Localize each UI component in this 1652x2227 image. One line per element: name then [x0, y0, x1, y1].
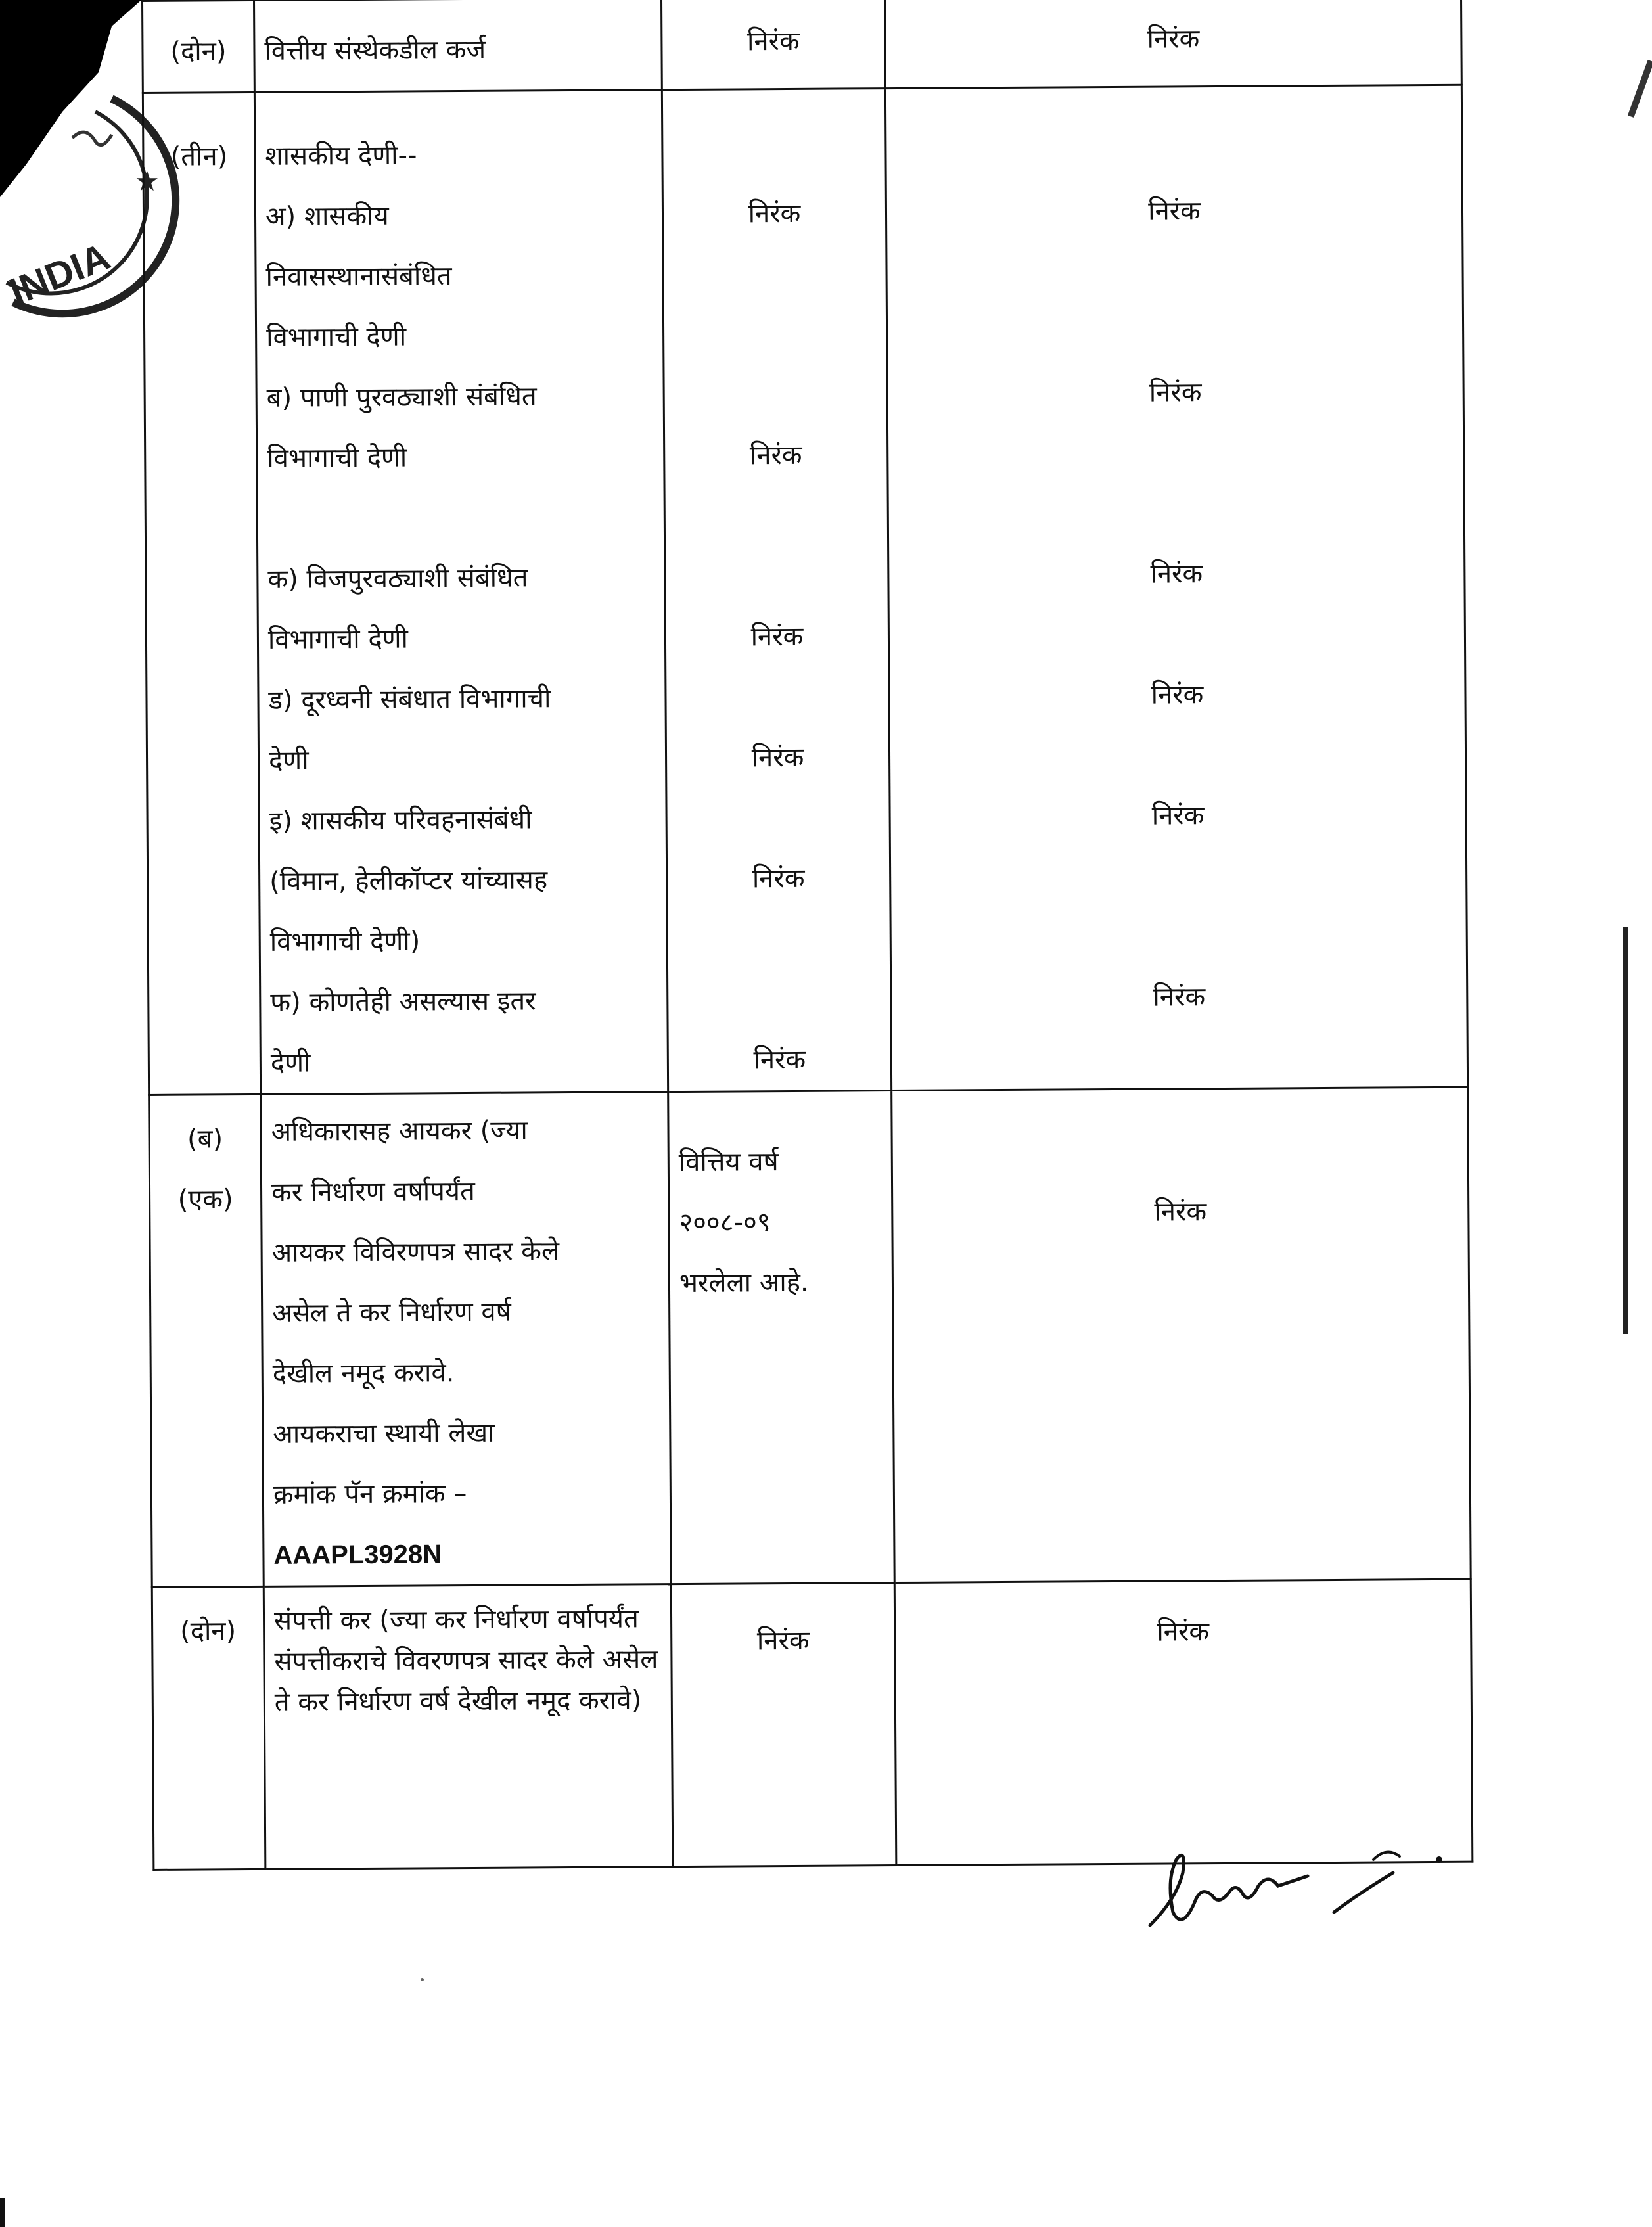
scan-edge-mark — [1628, 60, 1652, 118]
value-cell: निरंक — [892, 1087, 1471, 1582]
signature-mark — [1137, 1820, 1465, 1945]
value-cell: निरंक — [884, 0, 1461, 89]
scan-edge-mark — [1623, 927, 1628, 1334]
value-cell: निरंक — [671, 1583, 896, 1867]
row-number: (दोन) — [143, 0, 255, 93]
table-row — [149, 1087, 1471, 1587]
scan-edge-mark — [0, 2198, 5, 2227]
scan-speck — [421, 1978, 424, 1981]
row-particular: अधिकारासह आयकर (ज्या कर निर्धारण वर्षापर्यंत आयकर विविरणपत्र सादर केले असेल ते कर निर्धारण वर्ष देखील नमूद करावे. आयकराचा स्थायी लेखा क्रमांक पॅन क्रमांक – AAAPL3928N — [261, 1092, 672, 1587]
row-particular: संपत्ती कर (ज्या कर निर्धारण वर्षापर्यंत संपत्तीकराचे विवरणपत्र सादर केले असेल ते कर निर्धारण वर्ष देखील नमूद करावे) — [264, 1584, 673, 1870]
declaration-table — [141, 0, 1473, 1871]
row-particular: वित्तीय संस्थेकडील कर्ज — [254, 0, 662, 92]
row-number: (दोन) — [152, 1586, 265, 1870]
pan-number: AAAPL3928N — [273, 1540, 442, 1570]
row-particular: शासकीय देणी-- अ) शासकीय निवासस्थानासंबंधित विभागाची देणी ब) पाणी पुरवठ्याशी संबंधित विभागाची देणी क) विजपुरवठ्याशी संबंधित विभागाची देणी ड) दूरध्वनी संबंधात विभागाची देणी इ) शासकीय परिवहनासंबंधी (विमान, हेलीकॉप्टर यांच्यासह विभागाची देणी) फ) कोणतेही असल्यास इतर देणी — [254, 90, 668, 1095]
svg-text:★: ★ — [135, 165, 160, 197]
document-page — [141, 0, 1473, 1827]
value-cell: निरंक — [661, 0, 885, 90]
value-cell: वित्तिय वर्ष २००८-०९ भरलेला आहे. — [668, 1091, 895, 1584]
value-cell: निरंक निरंक निरंक निरंक निरंक निरंक — [662, 89, 891, 1092]
table-row — [143, 0, 1462, 93]
value-cell: निरंक निरंक निरंक निरंक निरंक निरंक — [885, 85, 1467, 1090]
row-number: (ब) (एक) — [149, 1094, 264, 1587]
svg-text:INDIA: INDIA — [3, 235, 116, 314]
value-cell: निरंक — [894, 1579, 1473, 1865]
row-number: (तीन) — [143, 92, 260, 1095]
table-row — [143, 85, 1467, 1095]
